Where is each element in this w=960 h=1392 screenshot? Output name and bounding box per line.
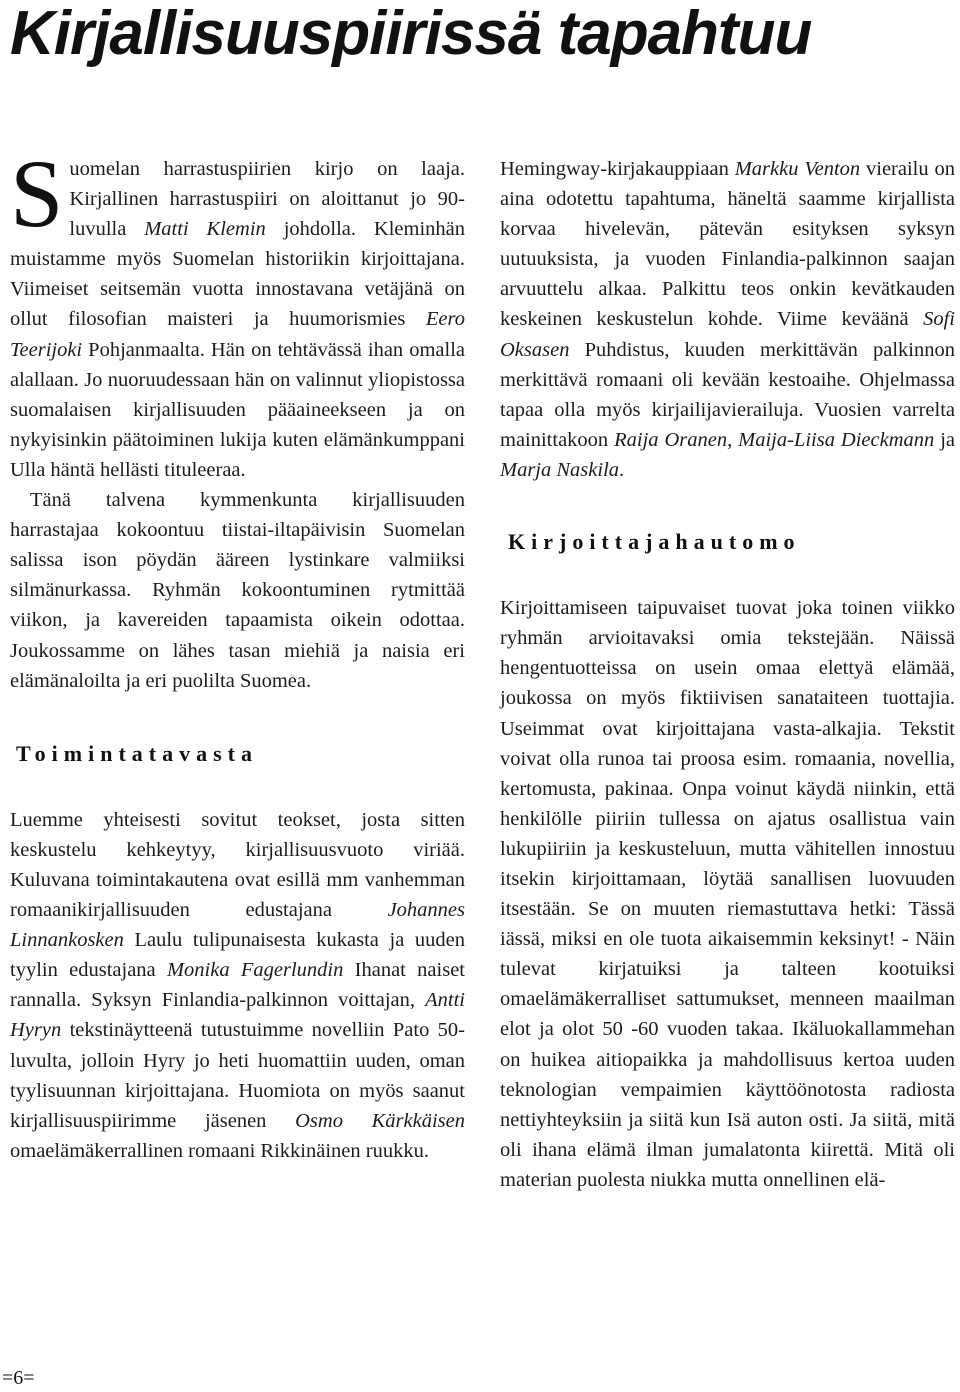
- left-column: [10, 140, 465, 1166]
- person-name: Antti Hyryn: [10, 989, 465, 1042]
- person-name: Eero Teerijoki: [10, 308, 465, 361]
- section-heading: Kirjoittajahautomo: [508, 529, 801, 555]
- intro-text: uomelan harrastuspiirien kirjo on laaja. Kirjallinen harrastuspiiri on aloittanut jo 90-luvulla: [69, 158, 465, 241]
- body-text: omaelämäkerrallinen romaani Rikkinäinen ruukku.: [10, 1139, 429, 1162]
- page-title: Kirjallisuuspiirissä tapahtuu: [10, 0, 812, 68]
- body-paragraph: Kirjoittamiseen taipuvaiset tuovat joka toinen viikko ryhmän arvioitavaksi omia tekstejään. Näissä hengentuotteissa on usein omaa elettyä elämää, joukossa on myös fiktiivisen sanataiteen tuottajia. Useimmat ovat kirjoittajana vasta-alkajia. Tekstit voivat olla runoa tai proosa esim. romaania, novellia, kertomusta, pakinaa. Onpa voinut käydä niinkin, että henkilölle piiriin tullessa on ajatus osallistua vain lukupiiriin ja keskusteluun, mutta vähitellen innostuu itsekin kirjoittamaan, löytää sanallisen luovuuden itsestään. Se on muuten riemastuttava hetki: Tässä iässä, miksi en ole tuota aikaisemmin keksinyt! - Näin tulevat kirjatuiksi ja talteen kootuiksi omaelämäkerralliset sattumukset, menneen maailman elot ja olot 50 -60 vuoden takaa. Ikäluokallammehan on huikea aitiopaikka ja mahdollisuus kertoa uuden teknologian vempaimien käyttöönotosta radiosta nettiyhteyksiin ja siitä kun Isä auton osti. Ja siitä, mitä oli ihana elämä ilman jumalatonta kiirettä. Mitä oli materian puolesta niukka mutta onnellinen elä-: [500, 597, 955, 1191]
- body-text: Puhdistus, kuuden merkittävän palkinnon merkittävä romaani oli kevään kestoaihe. Ohjelmassa tapaa olla myös kirjailijavierailuja. Vuosien varrelta mainittakoon: [500, 338, 955, 451]
- person-name: Markku Venton: [734, 158, 861, 180]
- intro-text: johdolla. Kleminhän muistamme myös Suomelan historiikin kirjoittajana. Viimeiset seitsemän vuotta innostavana vetäjänä on ollut filosofian maisteri ja huumorismies: [10, 218, 465, 331]
- person-name: Monika Fagerlundin: [166, 959, 344, 982]
- drop-cap: S: [10, 140, 64, 247]
- body-paragraph: [10, 805, 465, 1166]
- body-text: ja: [934, 428, 955, 451]
- right-column: [500, 154, 955, 1195]
- body-text: Luemme yhteisesti sovitut teokset, josta sitten keskustelu kehkeytyy, kirjallisuusvuoto viriää. Kuluvana toimintakautena ovat esillä mm vanhemman romaanikirjallisuuden edustajana: [10, 808, 465, 922]
- body-text: Ihanat naiset rannalla. Syksyn Finlandia-palkinnon voittajan,: [10, 959, 465, 1012]
- body-text: tekstinäytteenä tutustuimme novelliin Pato 50-luvulta, jolloin Hyry jo heti huomattiin uuden, oman tyylisuunnan kirjoittajana. Huomiota on myös saanut kirjallisuuspiirimme jäsenen: [10, 1019, 465, 1132]
- person-name: Marja Naskila: [500, 458, 620, 481]
- body-text: Laulu tulipunaisesta kukasta ja uuden tyylin edustajana: [10, 929, 465, 982]
- body-text: Hemingway-kirjakauppiaan: [500, 158, 735, 180]
- person-name: Johannes Linnankosken: [10, 899, 465, 952]
- person-name: Raija Oranen, Maija-Liisa Dieckmann: [614, 428, 935, 451]
- person-name: Sofi Oksasen: [500, 308, 955, 361]
- section-heading: Toimintatavasta: [16, 740, 258, 766]
- body-paragraph: [500, 154, 955, 485]
- intro-text: Pohjanmaalta. Hän on tehtävässä ihan omalla alallaan. Jo nuoruudessaan hän on valinnut yliopistossa suomalaisen kirjallisuuden pääaineekseen ja on nykyisinkin päätoiminen lukija kuten elämänkumppani Ulla häntä hellästi tituleeraa.: [10, 338, 465, 481]
- body-paragraph: Tänä talvena kymmenkunta kirjallisuuden harrastajaa kokoontuu tiistai-iltapäivisin Suomelan salissa ison pöydän ääreen lystinkare valmiiksi silmänurkassa. Ryhmän kokoontuminen rytmittää viikon, ja kavereiden tapaamista oikein odottaa. Joukossamme on lähes tasan miehiä ja naisia eri elämänaloilta ja eri puolilta Suomea.: [10, 489, 465, 692]
- person-name: Matti Klemin: [144, 218, 266, 241]
- page-number: =6=: [2, 1367, 35, 1389]
- body-text: vierailu on aina odotettu tapahtuma, häneltä saamme kirjallista korvaa hivelevän, pätevän esityksen syksyn uutuuksista, ja vuoden Finlandia-palkinnon saajan arvuuttelu alkaa. Palkittu teos onkin kevätkauden keskeinen keskustelun kohde. Viime keväänä: [500, 158, 955, 331]
- person-name: Osmo Kärkkäisen: [295, 1109, 465, 1132]
- body-text: .: [619, 458, 625, 481]
- intro-paragraph: [10, 140, 465, 485]
